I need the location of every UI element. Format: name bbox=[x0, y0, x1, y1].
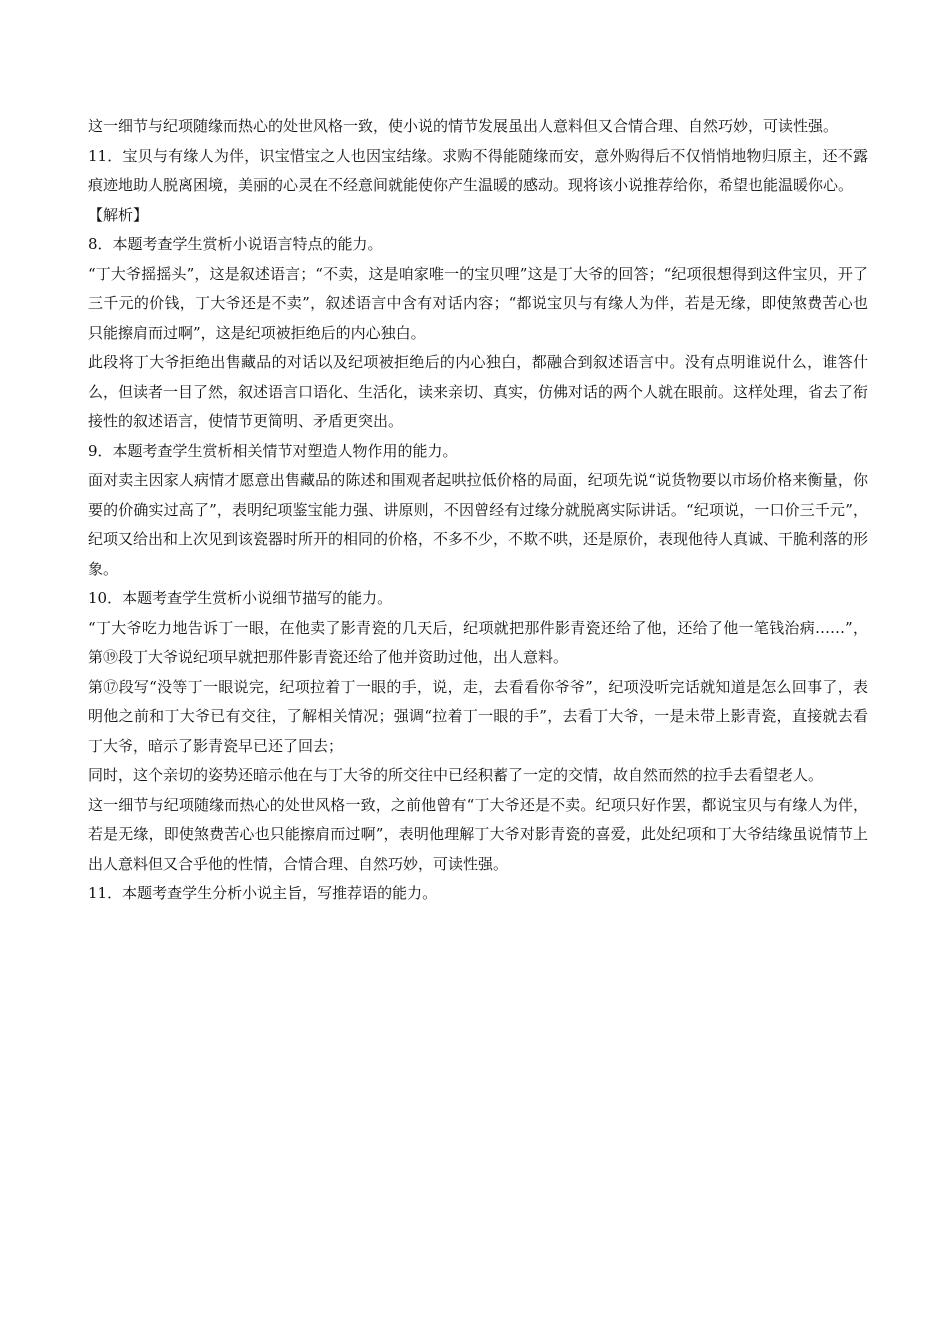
answer-11: 11．宝贝与有缘人为伴，识宝惜宝之人也因宝结缘。求购不得能随缘而安，意外购得后不仅悄悄地物归原主，还不露痕迹地助人脱离困境，美丽的心灵在不经意间就能使你产生温暖的感动。现将该小说推荐给你，希望也能温暖你心。 bbox=[88, 146, 868, 194]
answer-10-continuation: 这一细节与纪项随缘而热心的处世风格一致，使小说的情节发展虽出人意料但又合情合理、自然巧妙，可读性强。 bbox=[88, 117, 839, 135]
analysis-q9-heading: 9．本题考查学生赏析相关情节对塑造人物作用的能力。 bbox=[88, 441, 458, 460]
analysis-q10-body-2: 第⑰段写“没等丁一眼说完，纪项拉着丁一眼的手，说，走，去看看你爷爷”，纪项没听完话就知道是怎么回事了，表明他之前和丁大爷已有交往，了解相关情况；强调“拉着丁一眼的手”，去看丁大爷，一是未带上影青瓷，直接就去看丁大爷，暗示了影青瓷早已还了回去； bbox=[88, 677, 868, 755]
analysis-q10-body-1: “丁大爷吃力地告诉丁一眼，在他卖了影青瓷的几天后，纪项就把那件影青瓷还给了他，还给了他一笔钱治病……”，第⑲段丁大爷说纪项早就把那件影青瓷还给了他并资助过他，出人意料。 bbox=[88, 618, 868, 666]
analysis-q8-body-1: “丁大爷摇摇头”，这是叙述语言；“不卖，这是咱家唯一的宝贝哩”这是丁大爷的回答；“纪项很想得到这件宝贝，开了三千元的价钱，丁大爷还是不卖”，叙述语言中含有对话内容；“都说宝贝与有缘人为伴，若是无缘，即使煞费苦心也只能擦肩而过啊”，这是纪项被拒绝后的内心独白。 bbox=[88, 264, 868, 342]
analysis-q8-body-2: 此段将丁大爷拒绝出售藏品的对话以及纪项被拒绝后的内心独白，都融合到叙述语言中。没有点明谁说什么，谁答什么，但读者一目了然，叙述语言口语化、生活化，读来亲切、真实，仿佛对话的两个人就在眼前。这样处理，省去了衔接性的叙述语言，使情节更简明、矛盾更突出。 bbox=[88, 353, 869, 430]
document-page bbox=[88, 112, 868, 909]
analysis-q10-heading: 10．本题考查学生赏析小说细节描写的能力。 bbox=[88, 589, 393, 607]
analysis-q8-heading: 8．本题考查学生赏析小说语言特点的能力。 bbox=[88, 235, 383, 253]
analysis-q10-body-4: 这一细节与纪项随缘而热心的处世风格一致，之前他曾有“丁大爷还是不卖。纪项只好作罢，都说宝贝与有缘人为伴，若是无缘，即使煞费苦心也只能擦肩而过啊”，表明他理解丁大爷对影青瓷的喜爱，此处纪项和丁大爷结缘虽说情节上出人意料但又合乎他的性情，合情合理、自然巧妙，可读性强。 bbox=[88, 795, 868, 873]
analysis-heading: 【解析】 bbox=[88, 205, 149, 224]
analysis-q11-heading: 11．本题考查学生分析小说主旨，写推荐语的能力。 bbox=[88, 884, 438, 902]
analysis-q10-body-3: 同时，这个亲切的姿势还暗示他在与丁大爷的所交往中已经积蓄了一定的交情，故自然而然的拉手去看望老人。 bbox=[88, 766, 824, 784]
analysis-q9-body: 面对卖主因家人病情才愿意出售藏品的陈述和围观者起哄拉低价格的局面，纪项先说“说货物要以市场价格来衡量，你要的价确实过高了”，表明纪项鉴宝能力强、讲原则，不因曾经有过缘分就脱离实际讲话。“纪项说，一口价三千元”，纪项又给出和上次见到该瓷器时所开的相同的价格，不多不少，不欺不哄，还是原价，表现他待人真诚、干脆利落的形象。 bbox=[88, 471, 869, 578]
